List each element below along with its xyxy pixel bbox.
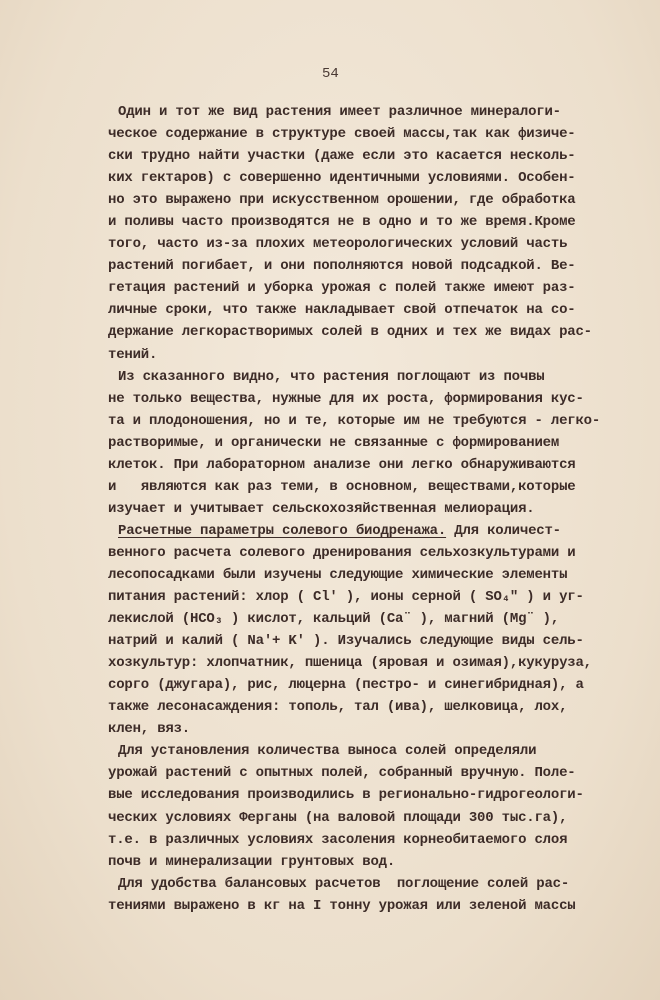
line-text: хозкультур: хлопчатник, пшеница (яровая и озимая),кукуруза, [108, 655, 592, 672]
text-line [108, 299, 608, 321]
line-text: но это выражено при искусственном орошении, где обработка [108, 192, 576, 209]
line-text: урожай растений с опытных полей, собранный вручную. Поле- [108, 765, 576, 782]
text-line [108, 366, 608, 388]
text-line [108, 895, 608, 917]
text-line [108, 630, 608, 652]
line-text: изучает и учитывает сельскохозяйственная мелиорация. [108, 500, 535, 517]
line-text: личные сроки, что также накладывает свой отпечаток на со- [108, 302, 576, 319]
line-text: Из сказанного видно, что растения поглощают из почвы [118, 368, 545, 385]
line-text: Для количест- [446, 522, 561, 539]
line-text: натрий и калий ( Na′+ K′ ). Изучались следующие виды сель- [108, 633, 584, 650]
line-text: также лесонасаждения: тополь, тал (ива), шелковица, лох, [108, 699, 568, 716]
line-text: лекислой (HCO₃ ) кислот, кальций (Ca¨ ), магний (Mg¨ ), [108, 611, 560, 628]
line-text: и являются как раз теми, в основном, веществами,которые [108, 478, 576, 495]
line-text: питания растений: хлор ( Cl′ ), ионы серной ( SO₄″ ) и уг- [108, 589, 584, 606]
text-line [108, 410, 608, 432]
text-line [108, 652, 608, 674]
line-text: Один и тот же вид растения имеет различное минералоги- [118, 104, 561, 120]
line-text: почв и минерализации грунтовых вод. [108, 853, 396, 870]
text-line [108, 498, 608, 520]
line-text: растений погибает, и они пополняются новой подсадкой. Ве- [108, 258, 576, 275]
line-text: вые исследования производились в регионально-гидрогеологи- [108, 787, 584, 804]
text-line [108, 277, 608, 299]
line-text: сорго (джугара), рис, люцерна (пестро- и синегибридная), а [108, 677, 584, 694]
section-heading: Расчетные параметры солевого биодренажа. [118, 522, 447, 539]
text-line [108, 873, 608, 895]
text-line [108, 542, 608, 564]
text-line [108, 211, 608, 233]
line-text: венного расчета солевого дренирования сельхозкультурами и [108, 544, 576, 561]
text-line [108, 344, 608, 366]
text-line [108, 233, 608, 255]
text-line [108, 829, 608, 851]
line-text: та и плодоношения, но и те, которые им не требуются - легко- [108, 412, 601, 429]
line-text: Для удобства балансовых расчетов поглощение солей рас- [118, 875, 570, 892]
line-text: клеток. При лабораторном анализе они легко обнаруживаются [108, 456, 576, 473]
line-text: ких гектаров) с совершенно идентичными условиями. Особен- [108, 170, 576, 187]
text-line [108, 520, 608, 542]
text-line [108, 123, 608, 145]
text-line [108, 454, 608, 476]
text-line [108, 255, 608, 277]
page-number: 54 [322, 66, 339, 82]
line-text: ски трудно найти участки (даже если это касается несколь- [108, 148, 576, 165]
document-body [108, 101, 608, 917]
text-line [108, 608, 608, 630]
text-line [108, 101, 608, 123]
line-text: не только вещества, нужные для их роста, формирования кус- [108, 390, 584, 407]
text-line [108, 388, 608, 410]
line-text: тениями выражено в кг на I тонну урожая или зеленой массы [108, 897, 576, 914]
text-line [108, 674, 608, 696]
line-text: и поливы часто производятся не в одно и то же время.Кроме [108, 214, 576, 231]
line-text: тений. [108, 346, 158, 363]
text-line [108, 476, 608, 498]
text-line [108, 167, 608, 189]
line-text: лесопосадками были изучены следующие химические элементы [108, 566, 568, 583]
text-line [108, 564, 608, 586]
text-line [108, 851, 608, 873]
text-line [108, 718, 608, 740]
line-text: ческое содержание в структуре своей массы,так как физиче- [108, 126, 576, 143]
text-line [108, 145, 608, 167]
text-line [108, 762, 608, 784]
text-line [108, 740, 608, 762]
text-line [108, 586, 608, 608]
line-text: т.е. в различных условиях засоления корнеобитаемого слоя [108, 831, 568, 848]
line-text: растворимые, и органически не связанные с формированием [108, 434, 560, 451]
text-line [108, 432, 608, 454]
line-text: клен, вяз. [108, 721, 191, 738]
text-line [108, 696, 608, 718]
line-text: ческих условиях Ферганы (на валовой площади 300 тыс.га), [108, 809, 568, 826]
line-text: того, часто из-за плохих метеорологических условий часть [108, 236, 568, 253]
line-text: Для установления количества выноса солей определяли [118, 743, 537, 760]
text-line [108, 321, 608, 343]
text-line [108, 784, 608, 806]
text-line [108, 807, 608, 829]
line-text: держание легкорастворимых солей в одних и тех же видах рас- [108, 324, 592, 341]
text-line [108, 189, 608, 211]
line-text: гетация растений и уборка урожая с полей также имеют раз- [108, 280, 576, 297]
